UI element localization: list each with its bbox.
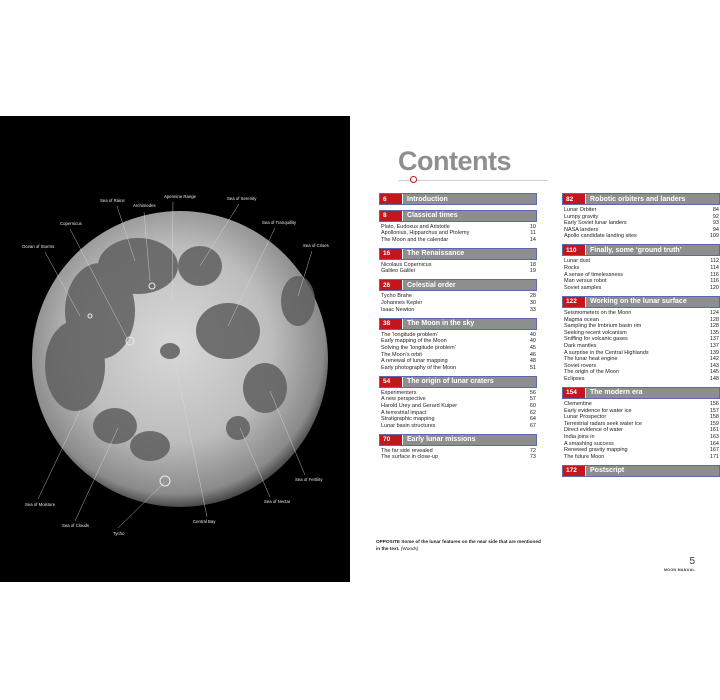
entry-label: Soviet rovers [564, 362, 597, 369]
section-heading[interactable] [379, 210, 537, 222]
toc-entry[interactable] [562, 220, 720, 227]
toc-column-right [562, 193, 720, 481]
entry-page: 64 [529, 416, 536, 423]
section-page-number: 70 [380, 435, 402, 445]
toc-entry[interactable] [379, 403, 537, 410]
toc-section [562, 387, 720, 460]
entry-page: 171 [709, 453, 719, 460]
entry-list [379, 448, 537, 461]
toc-entry[interactable] [379, 345, 537, 352]
label-sea-of-fertility: Sea of Fertility [295, 477, 323, 482]
entry-label: Galileo Galilei [381, 268, 415, 275]
running-footer: MOON MANUAL [663, 568, 695, 572]
section-title: The origin of lunar craters [403, 377, 536, 387]
section-heading[interactable] [379, 376, 537, 388]
section-page-number: 38 [380, 319, 402, 329]
entry-label: Eclipses [564, 375, 585, 382]
entry-page: 145 [709, 369, 719, 376]
entry-list [562, 310, 720, 383]
entry-page: 139 [709, 349, 719, 356]
toc-entry[interactable] [562, 310, 720, 317]
toc-entry[interactable] [562, 447, 720, 454]
section-heading[interactable] [379, 434, 537, 446]
entry-label: The origin of the Moon [564, 369, 620, 376]
section-page-number: 54 [380, 377, 402, 387]
toc-entry[interactable] [379, 268, 537, 275]
entry-label: A sense of timelessness [564, 271, 624, 278]
entry-page: 67 [529, 422, 536, 429]
entry-page: 163 [709, 433, 719, 440]
contents-page [350, 116, 719, 582]
section-heading[interactable] [562, 387, 720, 399]
entry-label: Apollonius, Hipparchus and Ptolemy [381, 230, 470, 237]
entry-page: 60 [529, 403, 536, 409]
page-title: Contents [398, 146, 511, 176]
entry-label: Lunar basin structures [381, 422, 436, 429]
entry-label: A smashing success [564, 440, 614, 447]
entry-page: 116 [710, 278, 719, 285]
toc-entry[interactable] [379, 365, 537, 372]
toc-entry[interactable] [379, 396, 537, 403]
entry-page: 72 [529, 447, 536, 454]
entry-page: 159 [709, 420, 719, 427]
toc-entry[interactable] [379, 390, 537, 397]
entry-page: 114 [710, 265, 719, 272]
toc-entry[interactable] [379, 358, 537, 365]
toc-entry[interactable] [379, 332, 537, 339]
entry-page: 116 [710, 271, 719, 278]
entry-label: Stratigraphic mapping [381, 416, 435, 423]
entry-list [562, 258, 720, 291]
entry-page: 109 [709, 233, 719, 240]
entry-list [379, 293, 537, 313]
label-archimedes: Archimedes [133, 203, 156, 208]
entry-label: NASA landers [564, 226, 599, 233]
entry-label: Early photography of the Moon [381, 364, 457, 371]
entry-page: 51 [529, 364, 536, 371]
toc-entry[interactable] [562, 363, 720, 370]
entry-page: 120 [709, 284, 719, 291]
toc-entry[interactable] [562, 214, 720, 221]
label-sea-of-clouds: Sea of Clouds [62, 523, 89, 528]
entry-page: 19 [529, 268, 536, 275]
entry-page: 40 [529, 338, 536, 345]
entry-label: Clementine [564, 400, 592, 407]
entry-page: 148 [709, 375, 719, 382]
entry-label: Lunar dust [564, 258, 590, 265]
entry-list [562, 207, 720, 240]
entry-page: 28 [529, 293, 536, 300]
entry-page: 135 [709, 329, 719, 336]
entry-page: 142 [709, 356, 719, 363]
entry-page: 57 [529, 396, 536, 403]
section-heading[interactable] [562, 193, 720, 205]
toc-entry[interactable] [562, 343, 720, 350]
entry-page: 128 [709, 323, 719, 330]
section-title: Robotic orbiters and landers [586, 194, 719, 204]
entry-page: 112 [710, 258, 719, 265]
toc-entry[interactable] [379, 448, 537, 455]
section-page-number: 110 [563, 245, 585, 255]
page-number: 5 [689, 556, 695, 567]
section-title: Celestial order [403, 280, 536, 290]
section-title: Finally, some ‘ground truth’ [586, 245, 719, 255]
toc-section [379, 279, 537, 313]
section-page-number: 6 [380, 194, 402, 204]
entry-label: Tycho Brahe [381, 293, 412, 300]
toc-entry[interactable] [562, 330, 720, 337]
entry-page: 128 [709, 316, 719, 323]
entry-label: Man versus robot [564, 278, 607, 285]
entry-page: 33 [529, 306, 536, 313]
entry-label: Early mapping of the Moon [381, 338, 447, 345]
entry-page: 45 [529, 344, 536, 351]
entry-label: The ‘longitude problem’ [381, 331, 439, 338]
entry-label: Apollo candidate landing sites [564, 233, 637, 240]
entry-page: 164 [709, 440, 719, 447]
toc-entry[interactable] [562, 265, 720, 272]
section-heading[interactable] [379, 248, 537, 260]
entry-page: 56 [529, 389, 536, 396]
toc-column-left [379, 193, 537, 466]
toc-entry[interactable] [379, 230, 537, 237]
toc-entry[interactable] [562, 272, 720, 279]
book-spread [0, 116, 719, 582]
toc-section [379, 376, 537, 430]
entry-label: The Moon and the calendar [381, 236, 449, 243]
entry-label: A new perspective [381, 396, 426, 403]
toc-entry[interactable] [562, 427, 720, 434]
section-title: Postscript [586, 466, 719, 476]
entry-label: Nicolaus Copernicus [381, 261, 432, 268]
toc-entry[interactable] [562, 323, 720, 330]
title-rule [398, 180, 548, 181]
label-tycho: Tycho [113, 531, 125, 536]
section-title: Working on the lunar surface [586, 297, 719, 307]
toc-entry[interactable] [562, 317, 720, 324]
entry-page: 46 [529, 351, 536, 358]
toc-section [379, 210, 537, 244]
toc-entry[interactable] [562, 233, 720, 240]
label-copernicus: Copernicus [60, 221, 82, 226]
entry-label: Johannes Kepler [381, 300, 423, 307]
label-sea-of-crises: Sea of Crises [303, 243, 329, 248]
toc-entry[interactable] [562, 278, 720, 285]
entry-label: Lunar Prospector [564, 414, 607, 421]
entry-label: A renewal of lunar mapping [381, 358, 448, 365]
toc-section [562, 296, 720, 383]
toc-entry[interactable] [562, 356, 720, 363]
entry-label: Rocks [564, 265, 580, 272]
toc-entry[interactable] [379, 293, 537, 300]
entry-page: 137 [709, 336, 719, 343]
entry-label: Sampling the Imbrium basin rim [564, 323, 642, 330]
section-page-number: 16 [380, 249, 402, 259]
entry-label: A surprise in the Central Highlands [564, 349, 649, 356]
toc-section [379, 318, 537, 372]
entry-list [379, 262, 537, 275]
entry-list [562, 401, 720, 460]
entry-page: 167 [709, 447, 719, 454]
section-heading[interactable] [562, 244, 720, 256]
toc-entry[interactable] [379, 416, 537, 423]
toc-entry[interactable] [562, 336, 720, 343]
section-page-number: 122 [563, 297, 585, 307]
entry-page: 92 [712, 213, 719, 220]
toc-section [562, 193, 720, 240]
toc-section [562, 465, 720, 477]
section-title: The Renaissance [403, 249, 536, 259]
entry-page: 11 [530, 230, 536, 237]
toc-entry[interactable] [562, 421, 720, 428]
entry-page: 161 [709, 427, 719, 434]
entry-label: Plato, Eudoxus and Aristotle [381, 223, 450, 230]
section-page-number: 82 [563, 194, 585, 204]
toc-entry[interactable] [562, 434, 720, 441]
entry-label: Soviet samples [564, 284, 602, 291]
section-title: The modern era [586, 388, 719, 398]
entry-label: The future Moon [564, 453, 605, 460]
toc-entry[interactable] [562, 369, 720, 376]
toc-entry[interactable] [562, 454, 720, 461]
entry-page: 143 [709, 362, 719, 369]
label-sea-of-serenity: Sea of Serenity [227, 196, 257, 201]
toc-section [379, 434, 537, 461]
entry-page: 30 [529, 300, 536, 307]
toc-entry[interactable] [379, 224, 537, 231]
entry-label: Early Soviet lunar landers [564, 220, 627, 227]
entry-page: 73 [529, 454, 536, 461]
entry-page: 14 [529, 236, 536, 243]
toc-entry[interactable] [562, 207, 720, 214]
toc-entry[interactable] [562, 414, 720, 421]
entry-label: Renewed gravity mapping [564, 447, 628, 454]
section-heading[interactable] [379, 279, 537, 291]
entry-label: Isaac Newton [381, 306, 415, 313]
entry-page: 62 [529, 409, 536, 416]
toc-section [379, 248, 537, 275]
caption-text: Some of the lunar features on the near side that are mentioned in the text. [376, 539, 541, 551]
toc-entry[interactable] [562, 441, 720, 448]
title-marker-dot [410, 176, 417, 183]
entry-label: Seismometers on the Moon [564, 309, 632, 316]
toc-entry[interactable] [562, 350, 720, 357]
entry-label: Lumpy gravity [564, 213, 599, 220]
caption [376, 538, 546, 552]
entry-label: Terrestrial radars seek water ice [564, 420, 642, 427]
entry-page: 124 [709, 309, 719, 316]
entry-list [379, 390, 537, 430]
toc-entry[interactable] [562, 401, 720, 408]
toc-section [562, 244, 720, 291]
entry-page: 18 [529, 261, 536, 268]
section-page-number: 154 [563, 388, 585, 398]
entry-label: Solving the ‘longitude problem’ [381, 344, 456, 351]
toc-entry[interactable] [379, 262, 537, 269]
entry-page: 158 [709, 414, 719, 421]
toc-entry[interactable] [562, 258, 720, 265]
toc-entry[interactable] [562, 285, 720, 292]
toc-entry[interactable] [379, 454, 537, 461]
toc-entry[interactable] [379, 352, 537, 359]
toc-entry[interactable] [379, 237, 537, 244]
entry-page: 157 [709, 407, 719, 414]
section-heading[interactable] [379, 318, 537, 330]
toc-entry[interactable] [562, 376, 720, 383]
toc-entry[interactable] [562, 408, 720, 415]
entry-page: 137 [709, 342, 719, 349]
label-sea-of-nectar: Sea of Nectar [264, 499, 291, 504]
entry-list [379, 224, 537, 244]
entry-page: 94 [712, 226, 719, 233]
moon-map-image [0, 116, 350, 582]
entry-label: Dark mantles [564, 342, 597, 349]
entry-label: A terrestrial impact [381, 409, 427, 416]
section-title: Classical times [403, 211, 536, 221]
moon-photo-page [0, 116, 350, 582]
section-title: Introduction [403, 194, 536, 204]
entry-page: 84 [712, 207, 719, 213]
entry-label: The Moon’s orbit [381, 351, 422, 358]
toc-entry[interactable] [379, 423, 537, 430]
entry-page: 40 [529, 331, 536, 338]
entry-page: 48 [529, 358, 536, 365]
section-heading[interactable] [562, 296, 720, 308]
section-page-number: 8 [380, 211, 402, 221]
toc-entry[interactable] [379, 410, 537, 417]
caption-credit: (Woods) [400, 546, 419, 551]
entry-label: Magma ocean [564, 316, 599, 323]
label-sea-of-rains: Sea of Rains [100, 198, 125, 203]
entry-label: Early evidence for water ice [564, 407, 632, 414]
section-heading[interactable] [379, 193, 537, 205]
toc-entry[interactable] [379, 307, 537, 314]
toc-entry[interactable] [379, 338, 537, 345]
caption-lead: OPPOSITE [376, 539, 400, 544]
label-central-bay: Central Bay [193, 519, 216, 524]
entry-list [379, 332, 537, 372]
toc-entry[interactable] [379, 300, 537, 307]
section-heading[interactable] [562, 465, 720, 477]
entry-page: 10 [529, 223, 536, 230]
entry-label: Seeking recent volcanism [564, 329, 627, 336]
entry-label: Lunar Orbiter [564, 207, 597, 213]
entry-label: Sniffing for volcanic gases [564, 336, 628, 343]
label-sea-of-moisture: Sea of Moisture [25, 502, 56, 507]
entry-label: The lunar heat engine [564, 356, 618, 363]
section-page-number: 172 [563, 466, 585, 476]
label-apennine-range: Apennine Range [164, 194, 197, 199]
section-title: Early lunar missions [403, 435, 536, 445]
entry-label: Harold Urey and Gerard Kuiper [381, 403, 458, 409]
entry-page: 93 [712, 220, 719, 227]
entry-label: The far side revealed [381, 447, 433, 454]
toc-entry[interactable] [562, 227, 720, 234]
section-page-number: 26 [380, 280, 402, 290]
entry-label: India joins in [564, 433, 595, 440]
entry-label: Experimenters [381, 389, 417, 396]
section-title: The Moon in the sky [403, 319, 536, 329]
entry-label: Direct evidence of water [564, 427, 623, 434]
entry-page: 156 [709, 400, 719, 407]
label-sea-of-tranquillity: Sea of Tranquillity [262, 220, 297, 225]
entry-label: The surface in close-up [381, 454, 439, 461]
label-ocean-of-storms: Ocean of Storms [22, 244, 55, 249]
toc-section [379, 193, 537, 205]
